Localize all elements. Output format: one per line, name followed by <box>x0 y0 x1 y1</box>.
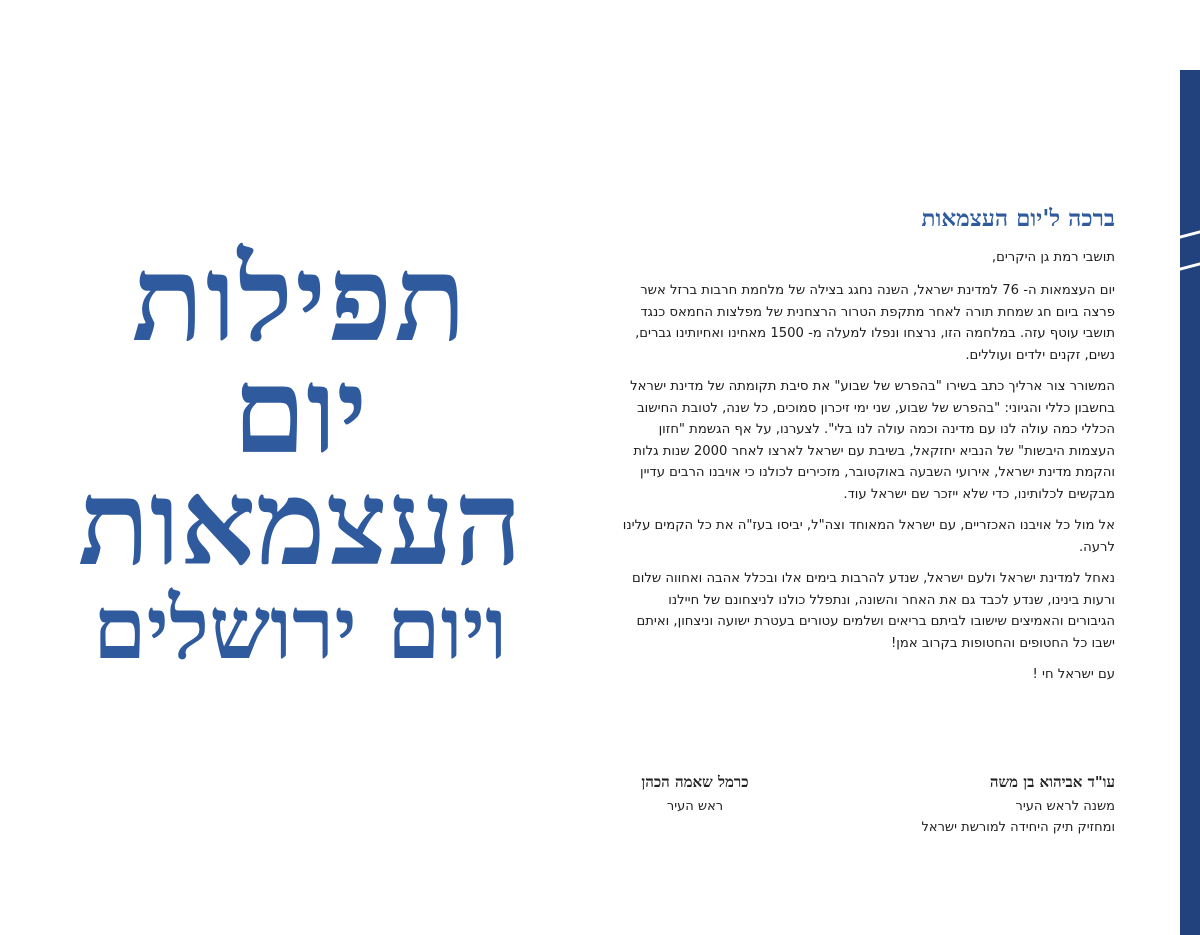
signatures <box>590 772 1115 842</box>
letter-heading: ברכה ל'יום העצמאות <box>921 205 1115 232</box>
letter-paragraph: המשורר צור ארליך כתב בשירו "בהפרש של שבוע" את סיבת תקומתה של מדינת ישראל בחשבון כללי והגיוני: "בהפרש של שבוע, שני ימי זיכרון סמוכים, כל שנה, לטובת החישוב הכללי כמה עולה לנו עם מדינה וכמה עולה לנו בלי". לצערנו, על אף הגשמת "חזון העצמות היבשות" של הנביא יחזקאל, בשיבת עם ישראל לארצו לאחר 2000 שנות גלות והקמת מדינת ישראל, אירועי השבעה באוקטובר, מזכירים לכולנו כי אויבנו הרבים עדיין מבקשים לכלותינו, כדי שלא ייזכר שם ישראל עוד. <box>630 379 1115 502</box>
title-line-day: יום <box>232 341 368 480</box>
title-line-prayers: תפילות <box>131 229 469 368</box>
title-line-jerusalem-day: ויום ירושלים <box>92 578 508 679</box>
letter-closing: עם ישראל חי ! <box>1032 667 1115 683</box>
signature-name: עו"ד אביהוא בן משה <box>989 773 1115 791</box>
signature-name: כרמל שאמה הכהן <box>641 773 749 791</box>
edge-notch <box>1180 230 1200 238</box>
signature-deputy-mayor <box>875 772 1115 838</box>
page-edge-bar <box>1180 70 1200 935</box>
page-title-block <box>70 229 530 679</box>
title-line-independence: העצמאות <box>77 453 523 592</box>
letter-greeting: תושבי רמת גן היקרים, <box>991 249 1115 265</box>
letter-paragraph: אל מול כל אויבנו האכזריים, עם ישראל המאוחד וצה"ל, יביסו בעז"ה את כל הקמים עלינו לרעה. <box>622 518 1115 555</box>
signature-role: ומחזיק תיק היחידה למורשת ישראל <box>921 820 1115 835</box>
letter-paragraph: נאחל למדינת ישראל ולעם ישראל, שנדע להרבות בימים אלו ובכלל אהבה ואחווה שלום ורעות בינינו, שנדע לכבד גם את האחר והשונה, ונתפלל כולנו לניצחונם של חיילנו הגיבורים והאמיצים שישובו לביתם בריאים ושלמים עטורים בעטרת ישועה וניצחון, ואיתם ישבו כל החטופים והחטופות בקרוב אמן! <box>632 571 1115 651</box>
signature-mayor <box>610 772 780 817</box>
greeting-letter <box>620 205 1115 686</box>
signature-role: משנה לראש העיר <box>1015 799 1115 814</box>
signature-role: ראש העיר <box>666 799 724 814</box>
edge-notch <box>1180 262 1200 270</box>
letter-paragraph: יום העצמאות ה- 76 למדינת ישראל, השנה נחגג בצילה של מלחמת חרבות ברזל אשר פרצה ביום חג שמחת תורה לאחר מתקפת הטרור הרצחנית של מפלצות החמאס כנגד תושבי עוטף עזה. במלחמה הזו, נרצחו ונפלו למעלה מ- 1500 מאחינו ואחיותינו גברים, נשים, זקנים ילדים ועוללים. <box>635 283 1115 363</box>
